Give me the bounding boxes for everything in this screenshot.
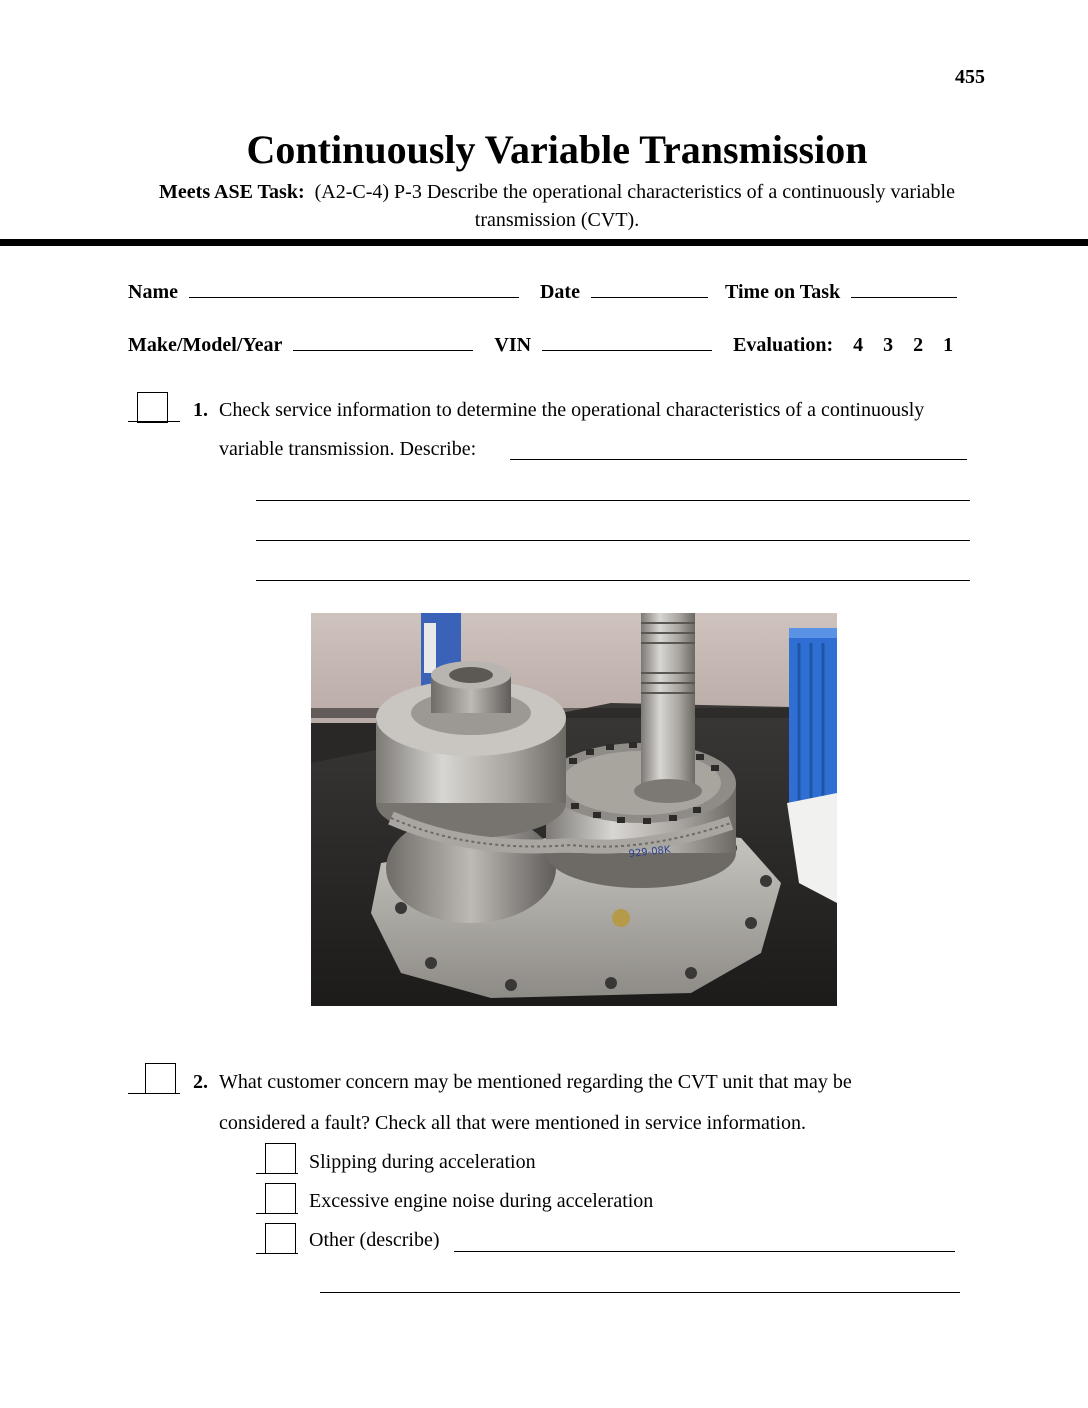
cvt-photo: [311, 613, 837, 1006]
evaluation: [733, 334, 953, 356]
q1-number: 1.: [193, 399, 208, 421]
vin-label: VIN: [494, 334, 532, 356]
evaluation-score-4[interactable]: 4: [853, 334, 864, 356]
evaluation-label: Evaluation:: [733, 334, 834, 356]
evaluation-score-3[interactable]: 3: [883, 334, 894, 356]
option-3-checkbox[interactable]: [265, 1223, 296, 1254]
belt-label: 929-08K: [628, 844, 672, 860]
option-2-checkbox[interactable]: [265, 1183, 296, 1214]
evaluation-score-2[interactable]: 2: [913, 334, 924, 356]
q1-answer-line-1[interactable]: [510, 459, 967, 460]
option-3-label: Other (describe): [309, 1229, 440, 1251]
name-field[interactable]: [189, 281, 519, 298]
ase-task-text-2: transmission (CVT).: [474, 209, 640, 231]
header-divider: [0, 239, 1088, 246]
q2-text-1: What customer concern may be mentioned regarding the CVT unit that may be: [219, 1071, 852, 1093]
make-model-year-field[interactable]: [293, 334, 473, 351]
header-row-2: [128, 334, 953, 357]
q1-answer-line-4[interactable]: [256, 580, 970, 581]
time-on-task-label: Time on Task: [724, 281, 841, 303]
header-row-1: [128, 281, 957, 304]
option-1-label: Slipping during acceleration: [309, 1151, 536, 1173]
other-describe-line-2[interactable]: [320, 1292, 960, 1293]
q1-answer-line-2[interactable]: [256, 500, 970, 501]
ase-task-label: Meets ASE Task:: [159, 181, 305, 203]
ase-task: [0, 178, 1088, 234]
q1-answer-line-3[interactable]: [256, 540, 970, 541]
q1-checkbox[interactable]: [137, 392, 168, 423]
q2-number: 2.: [193, 1071, 208, 1093]
date-label: Date: [539, 281, 580, 303]
cvt-unit-illustration: [311, 613, 837, 1006]
date-field[interactable]: [591, 281, 708, 298]
q1-line-1: [193, 399, 924, 422]
page-number: 455: [955, 66, 985, 88]
q1-text-1: Check service information to determine the operational characteristics of a continuously: [219, 399, 925, 421]
evaluation-score-1[interactable]: 1: [943, 334, 954, 356]
page-title: Continuously Variable Transmission: [246, 127, 868, 172]
ase-task-text-1: (A2-C-4) P-3 Describe the operational characteristics of a continuously variable: [314, 181, 955, 203]
q1-text-2: variable transmission. Describe:: [219, 438, 477, 460]
option-2-label: Excessive engine noise during acceleration: [309, 1190, 654, 1212]
option-1-checkbox[interactable]: [265, 1143, 296, 1174]
q2-line-1: [193, 1071, 852, 1094]
time-on-task-field[interactable]: [851, 281, 957, 298]
other-describe-line-1[interactable]: [454, 1251, 955, 1252]
make-model-year-label: Make/Model/Year: [128, 334, 283, 356]
q2-checkbox[interactable]: [145, 1063, 176, 1094]
vin-field[interactable]: [542, 334, 712, 351]
q2-text-2: considered a fault? Check all that were mentioned in service information.: [219, 1112, 807, 1134]
name-label: Name: [128, 281, 178, 303]
